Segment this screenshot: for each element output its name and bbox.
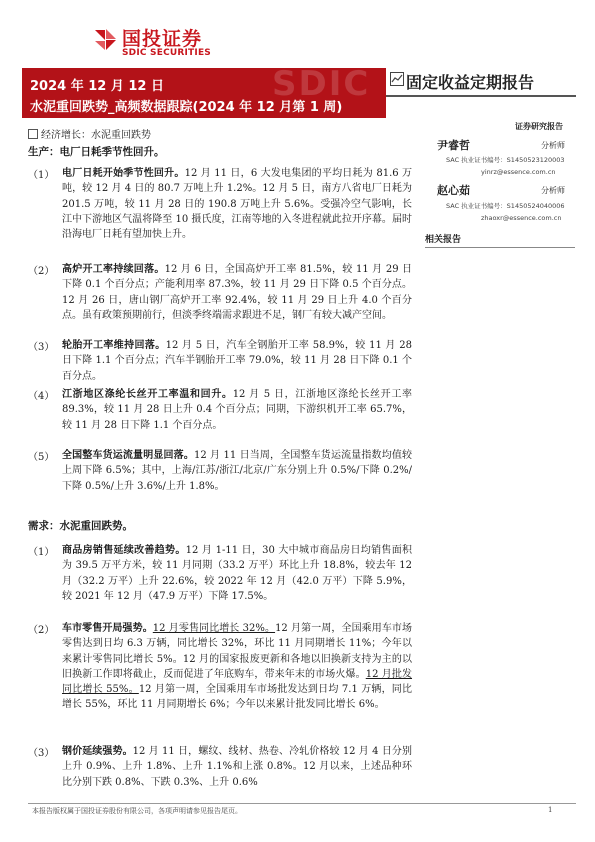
report-type: 固定收益定期报告 xyxy=(406,73,535,92)
report-date: 2024 年 12 月 12 日 xyxy=(30,79,164,94)
item-highlight: 12 月零售同比增长 32%。 xyxy=(152,623,276,634)
item-body: 12 月第一周，全国乘用车市场批发达到日均 7.1 万辆，同比增长 55%，环比 11 月同期增长 6%；今年以来累计批发同比增长 6%。 xyxy=(62,684,412,711)
item-text xyxy=(62,262,412,323)
analyst-name: 尹睿哲 xyxy=(437,139,470,152)
item-body: 12 月 6 日，全国高炉开工率 81.5%，较 11 月 29 日下降 0.1 个百分点；产能利用率 87.3%，较 11 月 29 日下降 0.5 个百分点。12 月 26 日，唐山钢厂高炉开工率 92.4%，较 11 月 29 日上升 4.0 个百分点。虽有政策预期前行，但淡季终端需求跟进不足，钢厂有较大减产空间。 xyxy=(62,264,413,321)
item-body: 12 月 5 日，江浙地区涤纶长丝开工率 89.3%，较 11 月 28 日上升 0.4 个百分点；同期，下游织机开工率 65.7%，较 11 月 28 日下降 1.1 个百分点。 xyxy=(62,389,412,431)
item-text xyxy=(62,448,412,494)
footer-disclaimer: 本报告版权属于国投证券股份有限公司，各项声明请参见报告尾页。 xyxy=(32,807,242,815)
title-banner xyxy=(22,68,386,118)
item-lead: 江浙地区涤纶长丝开工率温和回升。 xyxy=(62,389,233,400)
company-logo xyxy=(92,26,211,66)
item-lead: 电厂日耗开始季节性回升。 xyxy=(62,168,185,179)
item-text xyxy=(62,387,412,433)
item-body: 12 月 11 日，螺纹、线材、热卷、冷轧价格较 12 月 4 日分别上升 0.9%、上升 1.8%、上升 1.1%和上涨 0.8%。12 月以来，上述品种环比分别下跌 0.8%、下跌 0.3%、上升 0.6% xyxy=(62,746,413,788)
item-lead: 商品房销售延续改善趋势。 xyxy=(62,545,186,556)
item-text xyxy=(62,543,412,604)
demand-heading: 需求：水泥重回跌势。 xyxy=(28,520,133,532)
report-subtitle xyxy=(28,126,151,141)
item-lead: 车市零售开局强势。 xyxy=(62,623,153,634)
header-rule xyxy=(386,95,576,97)
item-body: 12 月 11 日，6 大发电集团的平均日耗为 81.6 万吨，较 12 月 4 日的 80.7 万吨上升 1.2%。12 月 5 日，南方八省电厂日耗为 201.5 万吨，较 11 月 28 日的 190.8 万吨上升 5.6%。受强冷空气影响，长江中下游地区气温将降至 10 摄氏度，江南等地的入冬进程就此拉开序幕。届时沿海电厂日耗有望加快上升。 xyxy=(62,168,413,241)
item-highlight: 12 月批发同比增长 55%。 xyxy=(62,668,413,696)
item-body: 12 月 11 日当周，全国整车货运流量指数均值较上周下降 6.5%；其中，上海/江苏/浙江/北京/广东分别上升 0.5%/下降 0.2%/下降 0.5%/上升 3.6%/上升 1.8%。 xyxy=(62,450,412,492)
item-lead: 高炉开工率持续回落。 xyxy=(62,264,165,275)
related-reports-heading: 相关报告 xyxy=(425,232,575,248)
item-text xyxy=(62,621,412,713)
item-number: （2） xyxy=(28,266,55,277)
item-body: 12 月 1-11 日，30 大中城市商品房日均销售面积为 39.5 万平方米，较 11 月同期（33.2 万平）环比上升 18.8%，较去年 12 月（32.2 万平）上升 22.6%，较 2022 年 12 月（42.0 万平）下降 5.9%，较 2021 年 12 月（47.9 万平）下降 17.5%。 xyxy=(62,545,412,602)
analyst-email[interactable]: zhaoxr@essence.com.cn xyxy=(481,214,562,222)
analyst-role: 分析师 xyxy=(541,186,565,195)
analyst-sac: SAC 执业证书编号：S1450523120003 xyxy=(446,156,565,164)
item-number: （1） xyxy=(28,170,55,181)
bullet-box-icon xyxy=(28,129,38,139)
item-text xyxy=(62,166,412,242)
item-text xyxy=(62,744,412,790)
analyst-email[interactable]: yinrz@essence.com.cn xyxy=(481,168,556,176)
item-text xyxy=(62,338,412,384)
item-number: （4） xyxy=(28,391,55,402)
item-number: （1） xyxy=(28,547,55,558)
section-label: 证券研究报告 xyxy=(515,121,563,131)
logo-name-en: SDIC SECURITIES xyxy=(122,48,211,58)
analyst-role: 分析师 xyxy=(541,141,565,150)
item-number: （2） xyxy=(28,625,55,636)
item-body: 12 月 5 日，汽车全钢胎开工率 58.9%，较 11 月 28 日下降 1.1 个百分点；汽车半钢胎开工率 79.0%，较 11 月 28 日下降 0.1 个百分点。 xyxy=(62,340,412,382)
analyst-name: 赵心茹 xyxy=(437,184,470,197)
footer-rule xyxy=(28,803,576,804)
item-lead: 轮胎开工率维持回落。 xyxy=(62,340,166,351)
logo-name-cn: 国投证券 xyxy=(122,28,203,50)
item-number: （3） xyxy=(28,748,55,759)
production-heading: 生产：电厂日耗季节性回升。 xyxy=(28,146,165,158)
analyst-sac: SAC 执业证书编号：S1450524040006 xyxy=(446,202,565,210)
item-number: （5） xyxy=(28,452,55,463)
item-number: （3） xyxy=(28,342,55,353)
item-lead: 全国整车货运流量明显回落。 xyxy=(62,450,194,461)
logo-mark-icon xyxy=(92,26,118,52)
item-body: 12 月第一周，全国乘用车市场零售达到日均 6.3 万辆，同比增长 32%，环比 11 月同期增长 11%；今年以来累计零售同比增长 5%。12 月的国家报废更新和各地以旧换新支持为主的以旧换新工作即将截止，反而促进了年底购车，带来年末的市场火爆。 xyxy=(62,623,413,680)
report-title: 水泥重回跌势_高频数据跟踪(2024 年 12 月第 1 周) xyxy=(30,100,343,115)
page-number: 1 xyxy=(548,806,553,814)
item-lead: 钢价延续强势。 xyxy=(62,746,133,757)
subtitle-text: 经济增长：水泥重回跌势 xyxy=(41,130,151,141)
banner-watermark: SDIC xyxy=(272,68,371,104)
report-type-icon xyxy=(390,72,404,86)
